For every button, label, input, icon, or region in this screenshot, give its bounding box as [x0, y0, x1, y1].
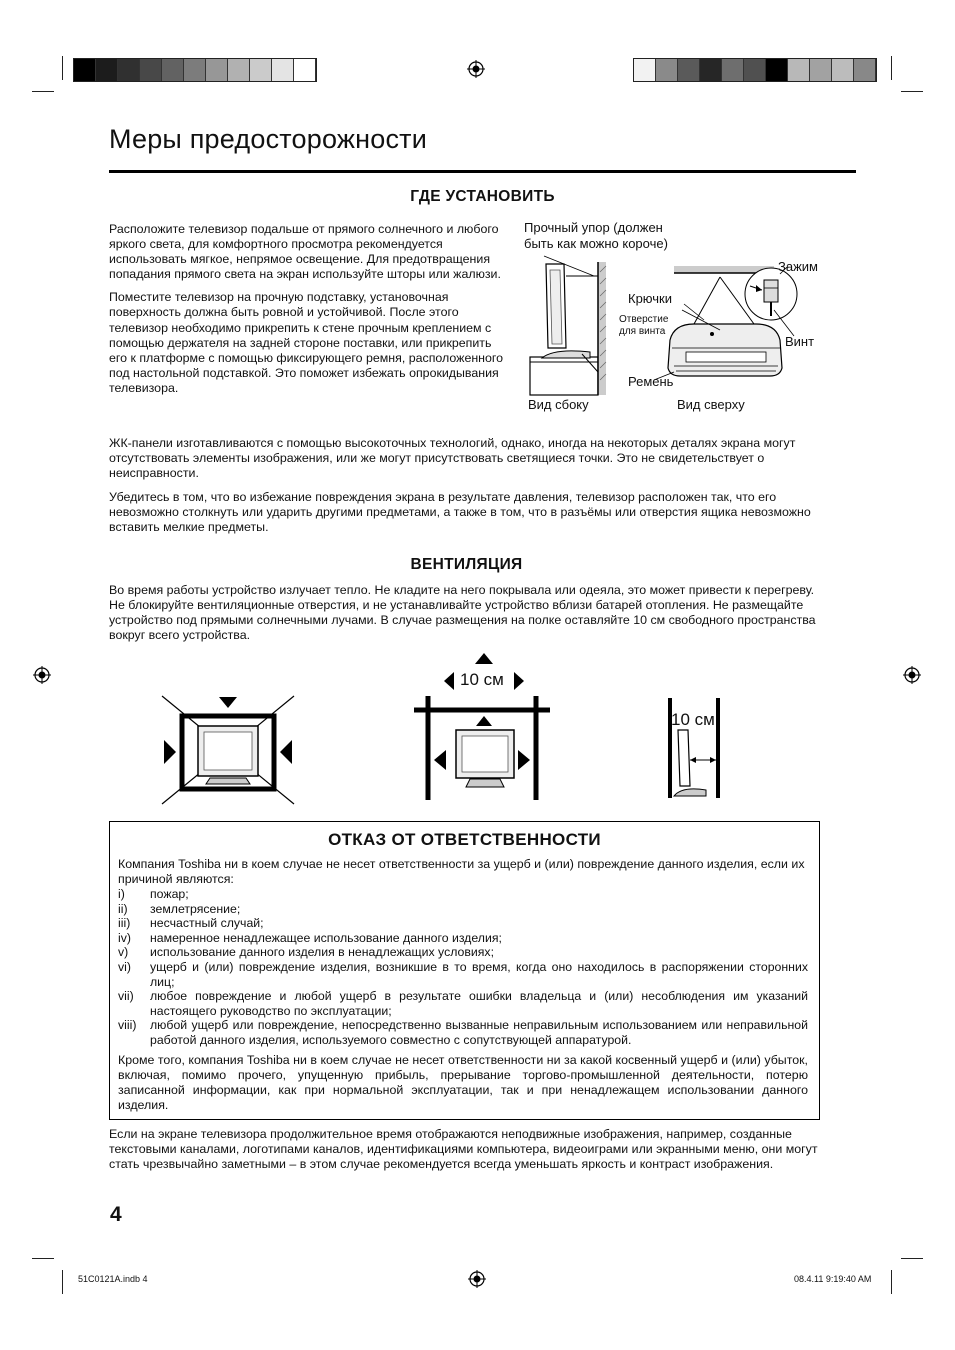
registration-target-icon — [33, 666, 51, 684]
color-swatch — [656, 59, 678, 81]
color-swatch — [162, 59, 184, 81]
list-item-number: v) — [118, 945, 129, 960]
disclaimer-list-item — [118, 945, 808, 960]
disclaimer-list-item — [118, 960, 808, 989]
color-swatch — [678, 59, 700, 81]
section-heading-ventilation: ВЕНТИЛЯЦИЯ — [410, 556, 523, 573]
crop-mark — [891, 1270, 892, 1294]
disclaimer-list-item — [118, 916, 808, 931]
install-paragraph-mounting: Поместите телевизор на прочную подставку, установочная поверхность должна быть ровной и устойчивой. После этого телевизор необходимо прикрепить к стене прочным креплением с помощью держателя на задней стороне поставки, или прикрепить его к платформе с помощью фиксирующего ремня, расположенного под настольной подставкой. Это поможет избежать опрокидывания телевизора. — [109, 290, 504, 395]
list-item-number: viii) — [118, 1018, 137, 1033]
color-swatch — [634, 59, 656, 81]
color-swatch — [96, 59, 118, 81]
disclaimer-list-item — [118, 931, 808, 946]
list-item-number: vii) — [118, 989, 134, 1004]
footer-timestamp: 08.4.11 9:19:40 AM — [794, 1274, 872, 1284]
label-screw-hole-line1: Отверстие — [619, 314, 669, 325]
color-swatch-bar-left — [73, 58, 317, 82]
color-swatch — [294, 59, 316, 81]
color-swatch — [74, 59, 96, 81]
color-swatch — [722, 59, 744, 81]
color-swatch — [184, 59, 206, 81]
ventilation-paragraph: Во время работы устройство излучает тепло. Не кладите на него покрывала или одеяла, это может привести к перегреву. Не блокируйте вентиляционные отверстия, и не устанавливайте устройство вблизи батарей отопления. Не размещайте устройство под прямыми солнечными лучами. В случае размещения на полке оставляйте 10 см свободного пространства вокруг всего устройства. — [109, 583, 816, 643]
color-swatch-bar-right — [633, 58, 877, 82]
disclaimer-outro: Кроме того, компания Toshiba ни в коем случае не несет ответственности ни за какой косвенный ущерб и (или) убыток, включая, помимо прочего, упущенную прибыль, прерывание торгово-промышленной деятельности, потерю записанной информации, как при нормальной эксплуатации, так и при ненадлежащем использовании данного изделия. — [118, 1053, 808, 1113]
closing-paragraph: Если на экране телевизора продолжительное время отображаются неподвижные изображения, например, созданные текстовыми каналами, логотипами каналов, идентификациями компьютера, видеоиграми или экранными меню, они могут стать чрезвычайно заметными – в этом случае рекомендуется всегда уменьшать яркость и контраст изображения. — [109, 1127, 818, 1172]
label-clamp: Зажим — [778, 259, 818, 274]
crop-mark — [32, 91, 54, 92]
title-rule — [109, 170, 856, 173]
color-swatch — [206, 59, 228, 81]
list-item-number: ii) — [118, 901, 128, 916]
color-swatch — [140, 59, 162, 81]
color-swatch — [228, 59, 250, 81]
page-number: 4 — [110, 1203, 122, 1226]
disclaimer-list-item — [118, 902, 808, 917]
registration-target-icon — [467, 60, 485, 78]
disclaimer-list-item — [118, 989, 808, 1018]
label-side-view: Вид сбоку — [528, 397, 589, 412]
list-item-text: землетрясение; — [150, 901, 241, 916]
color-swatch — [700, 59, 722, 81]
label-screw-hole-line2: для винта — [619, 326, 666, 337]
list-item-text: любой ущерб или повреждение, непосредственно вызванные неправильным использованием или неправильной работой данного изделия, используемого совместно с сопутствующей аппаратурой. — [150, 1018, 808, 1047]
crop-mark — [901, 1258, 923, 1259]
section-heading-install: ГДЕ УСТАНОВИТЬ — [410, 188, 555, 205]
color-swatch — [854, 59, 876, 81]
crop-mark — [32, 1258, 54, 1259]
disclaimer-box — [109, 821, 820, 1120]
label-screw: Винт — [785, 334, 815, 349]
label-strong-cord-line1: Прочный упор (должен — [524, 220, 663, 235]
disclaimer-list-item — [118, 887, 808, 902]
clearance-label-side: 10 см — [671, 710, 715, 729]
disclaimer-heading: ОТКАЗ ОТ ОТВЕТСТВЕННОСТИ — [328, 830, 601, 849]
top-view-diagram — [654, 266, 797, 380]
color-swatch — [744, 59, 766, 81]
color-swatch — [788, 59, 810, 81]
list-item-text: использование данного изделия в ненадлежащих условиях; — [150, 945, 494, 960]
label-strong-cord-line2: быть как можно короче) — [524, 236, 668, 251]
label-top-view: Вид сверху — [677, 397, 745, 412]
crop-mark — [62, 1270, 63, 1294]
page-title: Меры предосторожности — [109, 124, 428, 154]
list-item-text: ущерб и (или) повреждение изделия, возникшие в то время, когда оно находилось в распоряжении сторонних лиц; — [150, 959, 808, 989]
list-item-number: iii) — [118, 916, 131, 931]
color-swatch — [766, 59, 788, 81]
registration-target-icon — [468, 1270, 486, 1288]
list-item-text: несчастный случай; — [150, 916, 264, 931]
install-paragraph-pressure: Убедитесь в том, что во избежание повреждения экрана в результате давления, телевизор расположен так, что его невозможно столкнуть или ударить другими предметами, а также в том, что в разъёмы или отверстия ящика невозможно вставить мелкие предметы. — [109, 490, 811, 535]
list-item-number: iv) — [118, 930, 131, 945]
install-paragraph-lcd: ЖК-панели изготавливаются с помощью высокоточных технологий, однако, иногда на некоторых деталях экрана могут отсутствовать элементы изображения, или же могут присутствовать светящиеся точки. Это не свидетельствует о неисправности. — [109, 436, 796, 481]
clearance-label-top: 10 см — [460, 670, 504, 689]
list-item-text: намеренное ненадлежащее использование данного изделия; — [150, 930, 502, 945]
color-swatch — [832, 59, 854, 81]
side-view-diagram — [530, 256, 606, 395]
crop-mark — [891, 56, 892, 80]
crop-mark — [62, 56, 63, 80]
list-item-number: i) — [118, 887, 125, 901]
install-paragraph-light: Расположите телевизор подальше от прямого солнечного и любого яркого света, для комфортного просмотра рекомендуется использовать мягкое, непрямое освещение. Для предотвращения попадания прямого света на экран используйте шторы или жалюзи. — [109, 222, 501, 282]
list-item-text: пожар; — [150, 887, 189, 901]
color-swatch — [810, 59, 832, 81]
list-item-number: vi) — [118, 959, 131, 974]
footer-file: 51C0121A.indb 4 — [78, 1274, 148, 1284]
install-diagram — [524, 252, 834, 402]
color-swatch — [272, 59, 294, 81]
registration-target-icon — [903, 666, 921, 684]
label-strap: Ремень — [628, 374, 674, 389]
list-item-text: любое повреждение и любой ущерб в результате ошибки владельца и (или) несоблюдения им указаний настоящего руководство по эксплуатации; — [150, 989, 808, 1018]
ventilation-wrong-diagram — [158, 692, 298, 807]
color-swatch — [250, 59, 272, 81]
disclaimer-list-item — [118, 1018, 808, 1047]
crop-mark — [901, 91, 923, 92]
disclaimer-list — [118, 887, 808, 1048]
label-hooks: Крючки — [628, 291, 672, 306]
color-swatch — [118, 59, 140, 81]
disclaimer-intro: Компания Toshiba ни в коем случае не несет ответственности за ущерб и (или) повреждение данного изделия, если их причиной являются: — [118, 857, 805, 887]
